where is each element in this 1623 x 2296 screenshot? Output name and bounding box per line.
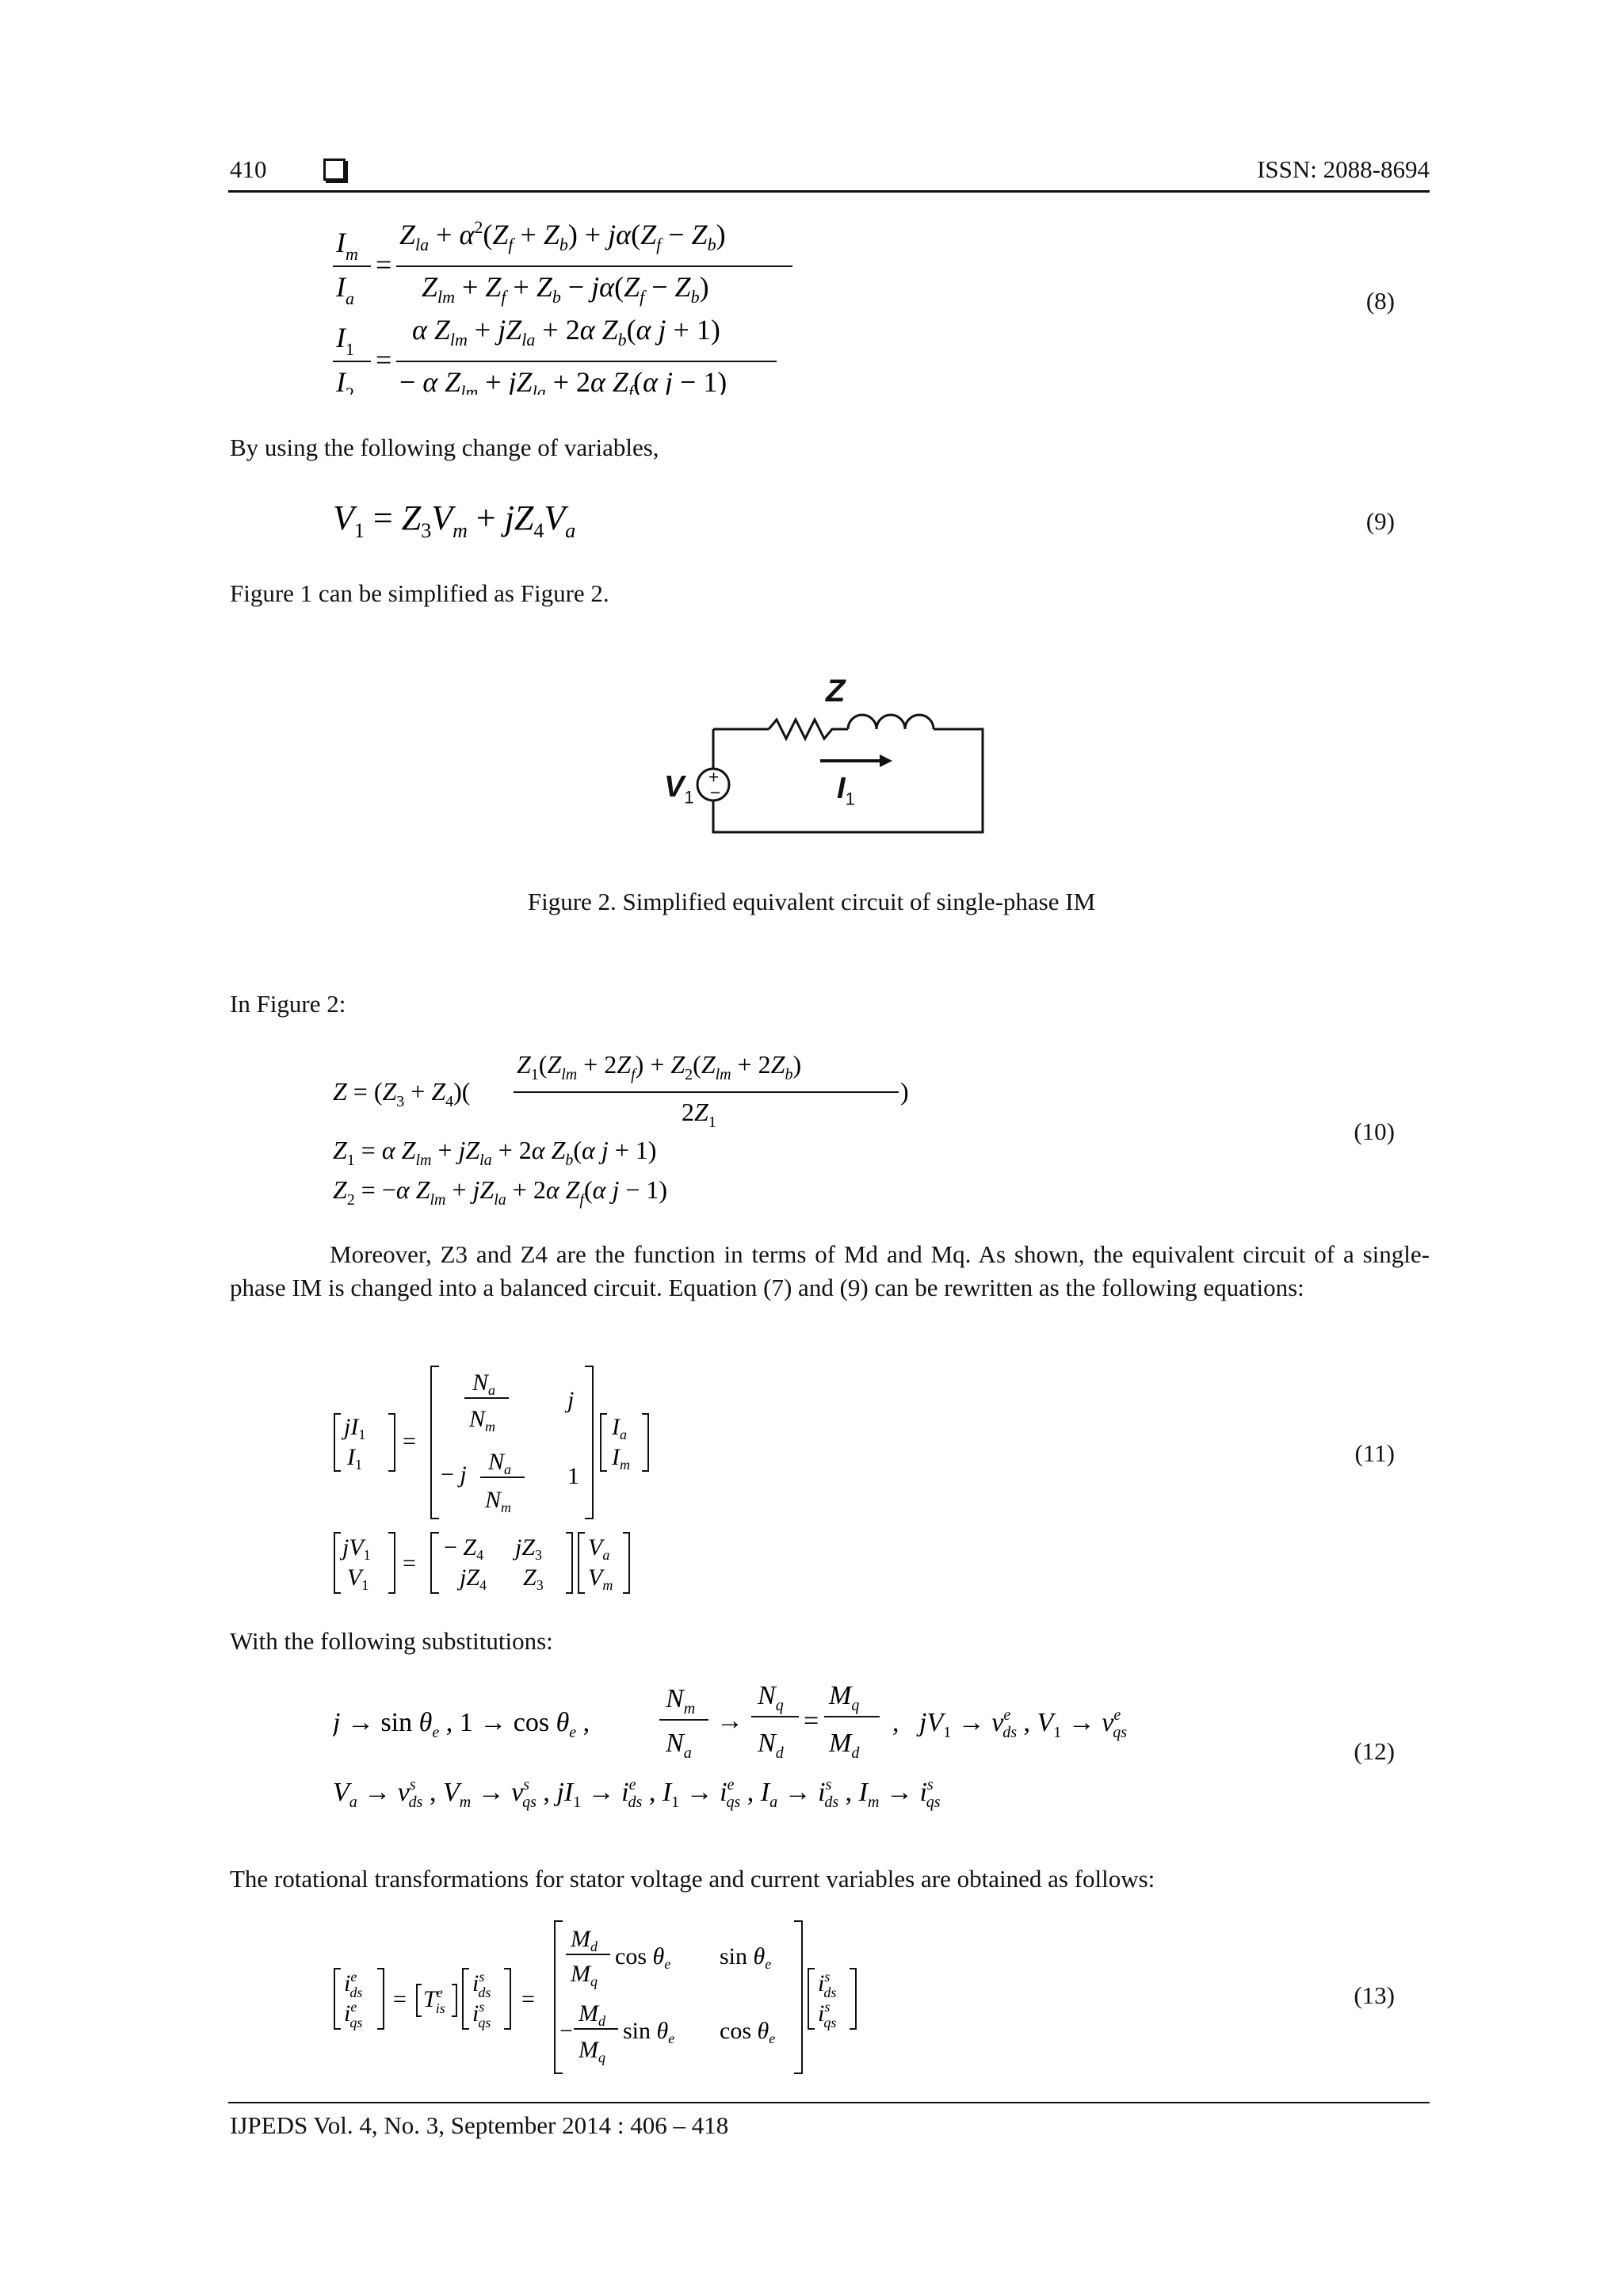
svg-text:I: I (336, 271, 346, 303)
paragraph-rotational: The rotational transformations for stator voltage and current variables are obtained as follows: (230, 1865, 1155, 1893)
svg-text:I: I (336, 366, 346, 395)
equation-8 (333, 212, 824, 402)
svg-text:Zla + α2(Zf + Zb) + jα(Zf − Zb: $Z_{la} + \alpha^2(Z_f + Z_b) + j\alpha(Z_f - Z_b)$ (399, 217, 726, 254)
svg-text:jZ3: $jZ_3$ (515, 1534, 543, 1563)
svg-text:Nm: $N_m$ (469, 1406, 496, 1435)
svg-text:Zlm + Zf + Zb − jα(Zf − Zb): $Z_{lm} + Z_f + Z_b - j\alpha(Z_f - Z_b)$ (422, 271, 709, 307)
svg-text:=: = (804, 1706, 819, 1736)
svg-text:cos θe: $\cos \theta_e$ (615, 1943, 671, 1972)
svg-text:isqs: $i^s$ qs (818, 1999, 837, 2030)
svg-text:=: = (376, 249, 392, 281)
figure-caption: Figure 2. Simplified equivalent circuit of single-phase IM (527, 888, 1096, 915)
svg-text:−: − (709, 785, 722, 801)
svg-text:jI1: $jI_1$ (344, 1414, 366, 1442)
figure-2-circuit (650, 674, 999, 868)
svg-text:Nm: $N_m$ (666, 1684, 696, 1717)
svg-text:Vm: $V_m$ (588, 1564, 613, 1593)
svg-text:Z1(Zlm + 2Zf) + Z2(Zlm + 2Zb): $Z_1(Z_{lm} + 2Z_f) + Z_2(Z_{lm} + 2Z_b)$ (517, 1050, 802, 1083)
footer-rule (228, 2102, 1430, 2103)
svg-text:Na: $N_a$ (472, 1370, 496, 1398)
svg-text:Mq: $M_q$ (829, 1681, 860, 1714)
svg-text:Im: $I_m$ (612, 1444, 630, 1473)
equation-number-12: (12) (1354, 1737, 1395, 1765)
svg-text:Teis: $T^e$ is (423, 1985, 445, 2016)
svg-text:j: j (567, 1387, 575, 1413)
svg-text:Z = (Z3 + Z4)(: $Z = (Z_3 + Z_4)$( (333, 1077, 471, 1110)
svg-text:=: = (376, 344, 392, 376)
paragraph-substitutions: With the following substitutions: (230, 1627, 553, 1655)
svg-text:a: a (346, 288, 354, 308)
svg-text:j → sin θe , 1 → cos θe ,: $j \to \sin \theta_e$ , $1 \to \cos \theta_e$ , (333, 1708, 590, 1741)
svg-text:2: 2 (346, 384, 354, 395)
svg-text:isds: $i^s$ ds (818, 1969, 837, 2000)
svg-text:Ia: $I_a$ (612, 1414, 627, 1442)
svg-text:=: = (403, 1550, 416, 1576)
svg-text:I1: $I_1$ (347, 1444, 362, 1473)
equation-10 (333, 1038, 967, 1220)
svg-text:=: = (393, 1986, 407, 2012)
svg-text:V1 = Z3Vm + jZ4Va: $V_1 = Z_3V_m + jZ_4V_a$ (333, 499, 576, 542)
svg-text:jV1: $jV_1$ (342, 1534, 371, 1563)
svg-text:1: 1 (567, 1463, 579, 1489)
svg-text:V1: $V_1$ (347, 1564, 369, 1593)
svg-text:→: → (716, 1706, 743, 1736)
footer-citation: IJPEDS Vol. 4, No. 3, September 2014 : 406 – 418 (230, 2111, 729, 2139)
svg-text:jZ4: $jZ_4$ (460, 1564, 487, 1593)
equation-9 (333, 491, 745, 554)
svg-text:cos θe: $\cos \theta_e$ (720, 2018, 776, 2046)
source-label: $V_1$ (664, 770, 694, 808)
svg-text:Z2 = −α Zlm + jZla + 2α Zf(α j: $Z_2 = -\alpha$ $Z_{lm} + jZ_{la} + 2\alpha$ $Z_f(\alpha$ j − 1) (333, 1175, 668, 1209)
svg-text:Z3: $Z_3$ (523, 1564, 544, 1593)
svg-text:Nd: $N_d$ (758, 1729, 784, 1762)
svg-text:Na: $N_a$ (488, 1449, 512, 1477)
svg-text:− Z4: − $Z_4$ (444, 1534, 484, 1563)
svg-text:isqs: $i^s$ qs (472, 1999, 491, 2030)
svg-text:m: m (346, 244, 358, 264)
svg-text:Va: $V_a$ (588, 1534, 610, 1563)
svg-text:Md: $M_d$ (579, 2000, 605, 2029)
equation-13 (333, 1918, 903, 2084)
svg-text:−: − (559, 2018, 573, 2044)
paragraph-figure1: Figure 1 can be simplified as Figure 2. (230, 579, 609, 607)
svg-text:Md: $M_d$ (829, 1729, 860, 1762)
svg-text:Mq: $M_q$ (571, 1961, 598, 1989)
svg-text:sin θe: $\sin \theta_e$ (623, 2018, 675, 2046)
paragraph-change-of-variables: By using the following change of variables, (230, 434, 659, 461)
svg-text:Z1 = α Zlm + jZla + 2α Zb(α j: $Z_1 = \alpha$ $Z_{lm} + jZ_{la} + 2\alpha$ $Z_b(\alpha$ j + 1) (333, 1136, 657, 1169)
svg-text:I: I (336, 227, 346, 258)
header-rule (228, 190, 1430, 193)
page-number: 410 (230, 155, 267, 183)
svg-text:Nm: $N_m$ (485, 1487, 512, 1515)
svg-text:sin θe: $\sin \theta_e$ (720, 1943, 772, 1972)
svg-text:1: 1 (346, 339, 354, 359)
equation-number-11: (11) (1354, 1439, 1395, 1467)
svg-text:− α Zlm + jZla + 2α Zf(α j − 1: − α $Z_{lm} + jZ_{la} + 2\alpha$ $Z_f(\alpha$ j − 1) (399, 366, 727, 395)
svg-text:2Z1: $2Z_1$ (682, 1098, 716, 1131)
svg-text:Nq: $N_q$ (758, 1681, 784, 1714)
equation-11 (333, 1363, 682, 1608)
svg-text:ieqs: $i^e$ qs (344, 1999, 363, 2030)
svg-text:− j: − j (441, 1461, 467, 1488)
equation-12 (333, 1672, 1220, 1830)
svg-text:+: + (708, 769, 720, 785)
svg-text:,: , (892, 1708, 899, 1737)
impedance-label: Z (826, 674, 846, 709)
svg-text:Mq: $M_q$ (579, 2037, 605, 2065)
svg-text:Na: $N_a$ (666, 1729, 692, 1762)
svg-text:=: = (521, 1986, 535, 2012)
svg-text:Va → vsds , Vm → vsqs ,: $V_a \to v^s$ ds , $V_m \to v^s$ qs , $jI_1 \to i^e$ ds , $I_1 \to i^e$ qs , $I_a \to i^s$ ds , $I_m \to i^s$ qs (333, 1776, 941, 1811)
current-label: $I_1$ (837, 772, 855, 809)
svg-text:): ) (900, 1077, 909, 1106)
paragraph-moreover: Moreover, Z3 and Z4 are the function in terms of Md and Mq. As shown, the equivalent circuit of a single-phase IM is changed into a balanced circuit. Equation (7) and (9) can be rewritten as the following equations: (230, 1240, 1430, 1301)
equation-number-9: (9) (1365, 507, 1395, 535)
issn: ISSN: 2088-8694 (1257, 155, 1430, 183)
svg-text:α Zlm + jZla + 2α Zb(α j + 1): α $Z_{lm} + jZ_{la} + 2\alpha$ $Z_b(\alpha$ j + 1) (412, 314, 720, 350)
svg-text:isds: $i^s$ ds (472, 1969, 491, 2000)
svg-text:jV1 → veds , V1 → veqs: $jV_1 \to v^e$ ds , $V_1 \to v^e$ qs (919, 1706, 1128, 1741)
equation-number-10: (10) (1354, 1117, 1395, 1145)
equation-number-13: (13) (1354, 1981, 1395, 2009)
svg-text:I: I (336, 322, 346, 353)
square-bullet-icon (323, 159, 346, 181)
svg-text:=: = (403, 1428, 416, 1454)
svg-text:Md: $M_d$ (571, 1926, 598, 1954)
paragraph-in-figure2: In Figure 2: (230, 990, 346, 1018)
equation-number-8: (8) (1365, 287, 1395, 315)
svg-text:ieds: $i^e$ ds (344, 1969, 363, 2000)
